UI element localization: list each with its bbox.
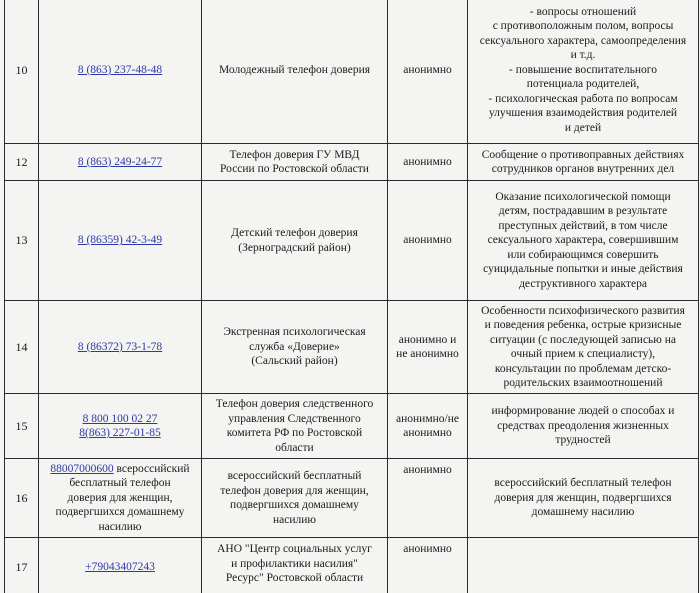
description-line: потенциала родителей, (526, 78, 640, 91)
service-name-line: Телефон доверия ГУ МВД (229, 148, 360, 161)
description-line: или собирающимся совершить (507, 248, 659, 261)
service-name-line: (Сальский район) (251, 355, 338, 368)
description-line: - вопросы отношений (529, 5, 637, 18)
table-row (5, 144, 699, 181)
description-cell (468, 538, 699, 593)
phone-link[interactable]: 8(863) 227-01-85 (79, 427, 161, 439)
description-line: сексуального характера, самоопределения (479, 34, 687, 47)
description-line: деструктивного характера (519, 277, 647, 290)
description-line: доверия для женщин, подвергшихся (494, 491, 672, 504)
description-line: преступных действий, в том числе (498, 219, 668, 232)
phone-cell (39, 144, 202, 181)
row-number: 17 (5, 538, 39, 593)
row-number: 16 (5, 459, 39, 538)
phone-link[interactable]: +79043407243 (85, 561, 155, 574)
description-line: - повышение воспитательного (509, 63, 657, 76)
phone-cell (39, 301, 202, 394)
service-name-line: телефон доверия для женщин, (220, 484, 369, 497)
description-line: сексуального характера, совершившим (487, 234, 679, 247)
service-name-line: Телефон доверия следственного (215, 398, 374, 410)
description-line: суицидальные попытки и иные действия (483, 263, 683, 276)
description-line: - психологическая работа по вопросам (488, 92, 678, 105)
description-line: ситуации (с последующей записью на (489, 333, 677, 346)
service-name-line: области (275, 441, 314, 454)
mode-line: анонимно (403, 234, 452, 247)
table-row (5, 459, 699, 538)
service-name-cell (202, 144, 388, 181)
mode-line: анонимно (403, 63, 452, 76)
service-name-line: подвергшихся домашнему (230, 499, 359, 511)
mode-cell (388, 181, 468, 301)
row-number: 15 (5, 394, 39, 459)
mode-line: анонимно (403, 464, 452, 476)
hotline-table (4, 0, 699, 593)
service-name-line: Ресурс" Ростовской области (225, 572, 364, 584)
mode-cell (388, 144, 468, 181)
row-number: 12 (5, 144, 39, 181)
phone-link[interactable]: 8 (863) 237-48-48 (77, 63, 163, 76)
description-line: родительских взаимоотношений (503, 377, 663, 389)
service-name-line: всероссийский бесплатный (227, 470, 362, 482)
phone-note: всероссийский (116, 462, 190, 475)
description-line: средствах преодоления жизненных (497, 419, 669, 432)
phone-note: доверия для женщин, (67, 491, 173, 504)
service-name-line: служба «Доверие» (249, 340, 340, 353)
description-line: и поведения ребенка, острые кризисные (484, 319, 682, 331)
mode-line: анонимно (403, 427, 452, 439)
phone-cell (39, 0, 202, 144)
service-name-line: Молодежный телефон доверия (218, 63, 371, 76)
service-name-cell (202, 394, 388, 459)
description-line: очный прием к специалисту), (510, 348, 656, 360)
mode-line: анонимно (403, 155, 452, 168)
description-line: и т.д. (570, 49, 596, 62)
service-name-cell (202, 459, 388, 538)
phone-link[interactable]: 8 (86359) 42-3-49 (77, 234, 163, 247)
description-line: с противоположным полом, вопросы (492, 20, 674, 33)
description-line: трудностей (555, 434, 611, 447)
service-name-line: Экстренная психологическая (223, 326, 366, 339)
service-name-line: (Зерноградский район) (238, 241, 351, 254)
phone-link[interactable]: 8 (86372) 73-1-78 (77, 340, 163, 353)
phone-cell (39, 538, 202, 593)
service-name-line: управления Следственного (228, 412, 361, 425)
mode-cell (388, 538, 468, 593)
description-line: и детей (564, 121, 602, 134)
service-name-line: России по Ростовской области (220, 163, 369, 175)
description-line: консультации по проблемам детско- (494, 362, 672, 375)
description-line: Сообщение о противоправных действиях (481, 148, 685, 161)
service-name-cell (202, 538, 388, 593)
service-name-cell (202, 181, 388, 301)
row-number: 14 (5, 301, 39, 394)
service-name-line: комитета РФ по Ростовской (226, 427, 363, 439)
service-name-line: Детский телефон доверия (231, 227, 358, 239)
description-cell (468, 394, 699, 459)
phone-cell (39, 181, 202, 301)
service-name-line: насилию (272, 513, 316, 526)
phone-note: подвергшихся домашнему (55, 506, 185, 519)
description-line: Особенности психофизического развития (481, 304, 685, 317)
service-name-cell (202, 301, 388, 394)
table-row (5, 301, 699, 394)
description-cell (468, 144, 699, 181)
description-line: улучшения взаимодействия родителей (488, 107, 678, 120)
mode-cell (388, 301, 468, 394)
description-line: Оказание психологической помощи (495, 190, 671, 203)
mode-cell (388, 0, 468, 144)
service-name-line: и профилактики насилия" (231, 557, 358, 570)
description-line: информирование людей о способах и (491, 405, 675, 418)
table-row (5, 0, 699, 144)
mode-line: анонимно (403, 543, 452, 555)
description-cell (468, 181, 699, 301)
description-cell (468, 459, 699, 538)
description-cell (468, 0, 699, 144)
mode-line: анонимно и (398, 333, 457, 346)
table-row (5, 394, 699, 459)
mode-line: не анонимно (396, 348, 459, 360)
description-line: всероссийский бесплатный телефон (494, 477, 672, 490)
service-name-line: АНО "Центр социальных услуг (217, 543, 372, 555)
description-line: сотрудников органов внутренних дел (491, 163, 675, 175)
phone-cell (39, 394, 202, 459)
table-row (5, 181, 699, 301)
description-line: домашнему насилию (531, 506, 635, 519)
description-line: детям, пострадавшим в результате (498, 205, 668, 218)
phone-cell (39, 459, 202, 538)
phone-link[interactable]: 8 (863) 249-24-77 (77, 155, 163, 168)
phone-note: насилию (98, 520, 142, 533)
mode-cell (388, 459, 468, 538)
table-row (5, 538, 699, 593)
row-number: 10 (5, 0, 39, 144)
row-number: 13 (5, 181, 39, 301)
mode-line: анонимно/не (396, 412, 459, 425)
description-cell (468, 301, 699, 394)
mode-cell (388, 394, 468, 459)
service-name-cell (202, 0, 388, 144)
phone-note: бесплатный телефон (69, 477, 171, 490)
phone-link[interactable]: 88007000600 (50, 462, 114, 475)
phone-link[interactable]: 8 800 100 02 27 (82, 412, 158, 425)
